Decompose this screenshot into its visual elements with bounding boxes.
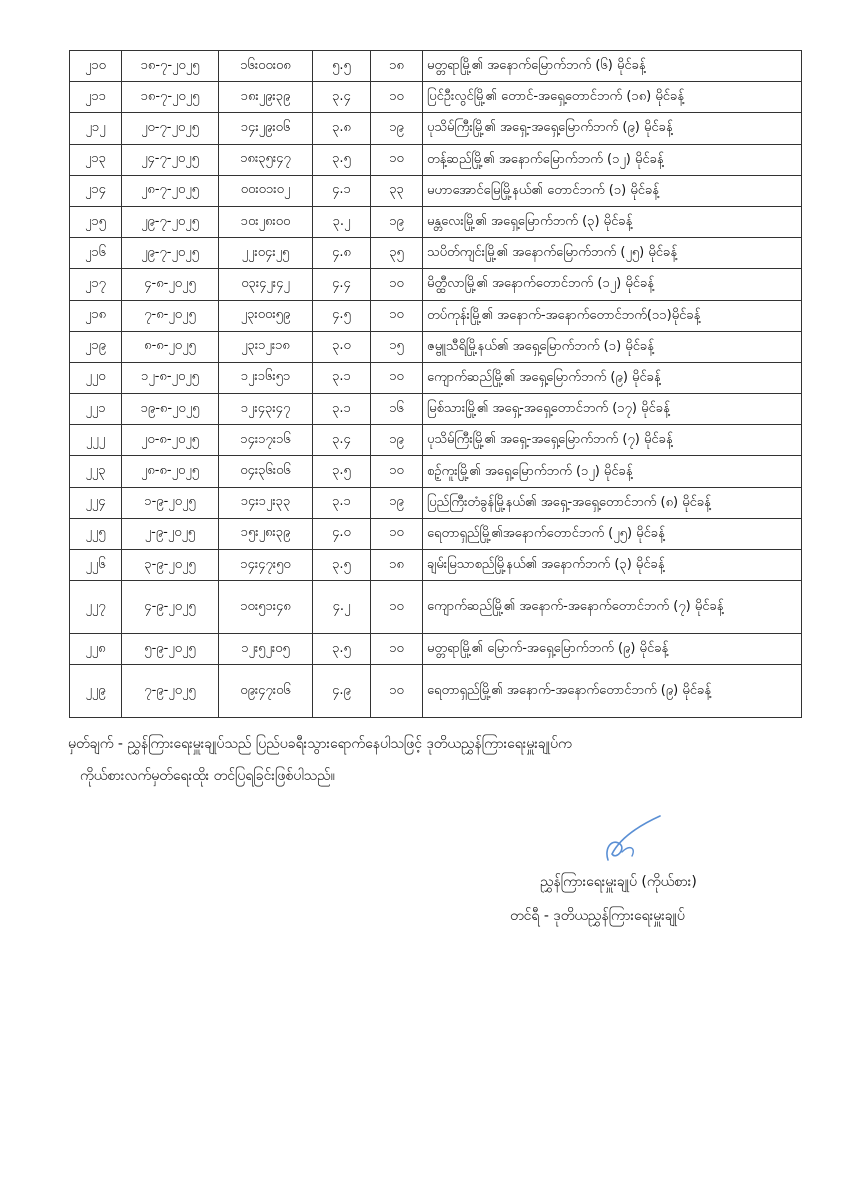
table-row — [70, 175, 802, 206]
depth-cell: ၁၀ — [371, 665, 423, 718]
table-row — [70, 634, 802, 665]
event-number-cell: ၂၁၉ — [70, 331, 122, 362]
event-number-cell: ၂၁၃ — [70, 144, 122, 175]
location-cell: မန္တလေးမြို့၏ အရှေ့မြောက်ဘက် (၃) မိုင်ခန့် — [423, 206, 802, 237]
magnitude-cell: ၃.၄ — [313, 82, 371, 113]
table-row — [70, 362, 802, 393]
event-date-cell: ၁-၉-၂၀၂၅ — [122, 487, 219, 518]
depth-cell: ၃၃ — [371, 175, 423, 206]
depth-cell: ၁၀ — [371, 634, 423, 665]
event-time-cell: ၂၃း၀၀း၅၉ — [219, 300, 313, 331]
depth-cell: ၁၅ — [371, 331, 423, 362]
depth-cell: ၁၀ — [371, 144, 423, 175]
table-row — [70, 518, 802, 549]
event-number-cell: ၂၂၉ — [70, 665, 122, 718]
table-row — [70, 425, 802, 456]
event-date-cell: ၁၉-၈-၂၀၂၅ — [122, 394, 219, 425]
table-row — [70, 331, 802, 362]
depth-cell: ၁၀ — [371, 581, 423, 634]
location-cell: သပိတ်ကျင်းမြို့၏ အနောက်မြောက်ဘက် (၂၅) မိုင်ခန့် — [423, 238, 802, 269]
location-cell: မတ္တရာမြို့၏ မြောက်-အရှေ့မြောက်ဘက် (၉) မိုင်ခန့် — [423, 634, 802, 665]
magnitude-cell: ၃.၅ — [313, 550, 371, 581]
table-row — [70, 300, 802, 331]
location-cell: မြစ်သားမြို့၏ အရှေ့-အရှေ့တောင်ဘက် (၁၇) မိုင်ခန့် — [423, 394, 802, 425]
event-date-cell: ၁၂-၈-၂၀၂၅ — [122, 362, 219, 393]
location-cell: မဟာအောင်မြေမြို့နယ်၏ တောင်ဘက် (၁) မိုင်ခန့် — [423, 175, 802, 206]
event-number-cell: ၂၂၄ — [70, 487, 122, 518]
event-number-cell: ၂၂၈ — [70, 634, 122, 665]
event-number-cell: ၂၂၂ — [70, 425, 122, 456]
magnitude-cell: ၃.၂ — [313, 206, 371, 237]
event-time-cell: ၁၄း၄၇း၅၀ — [219, 550, 313, 581]
remark-line-1: မှတ်ချက် - ညွှန်ကြားရေးမှူးချုပ်သည် ပြည်ပခရီးသွားရောက်နေပါသဖြင့် ဒုတိယညွှန်ကြားရေးမှူးချုပ်က — [68, 736, 572, 752]
magnitude-cell: ၃.၁ — [313, 394, 371, 425]
event-date-cell: ၁၈-၇-၂၀၂၅ — [122, 82, 219, 113]
depth-cell: ၁၈ — [371, 51, 423, 82]
signatory-title: ညွှန်ကြားရေးမှူးချုပ် (ကိုယ်စား) — [540, 874, 697, 890]
event-number-cell: ၂၂၃ — [70, 456, 122, 487]
location-cell: ပြည်ကြီးတံခွန်မြို့နယ်၏ အရှေ့-အရှေ့တောင်ဘက် (၈) မိုင်ခန့် — [423, 487, 802, 518]
event-time-cell: ၁၀း၂၈း၀၀ — [219, 206, 313, 237]
table-row — [70, 82, 802, 113]
depth-cell: ၁၆ — [371, 394, 423, 425]
event-number-cell: ၂၁၆ — [70, 238, 122, 269]
magnitude-cell: ၃.၄ — [313, 425, 371, 456]
depth-cell: ၁၉ — [371, 113, 423, 144]
location-cell: တန့်ဆည်မြို့၏ အနောက်မြောက်ဘက် (၁၂) မိုင်ခန့် — [423, 144, 802, 175]
magnitude-cell: ၃.၁ — [313, 487, 371, 518]
magnitude-cell: ၃.၅ — [313, 634, 371, 665]
table-row — [70, 51, 802, 82]
magnitude-cell: ၄.၀ — [313, 518, 371, 549]
event-date-cell: ၂-၉-၂၀၂၅ — [122, 518, 219, 549]
location-cell: ကျောက်ဆည်မြို့၏ အနောက်-အနောက်တောင်ဘက် (၇) မိုင်ခန့် — [423, 581, 802, 634]
event-time-cell: ၀၃း၄၂း၄၂ — [219, 269, 313, 300]
event-date-cell: ၈-၈-၂၀၂၅ — [122, 331, 219, 362]
event-number-cell: ၂၂၁ — [70, 394, 122, 425]
event-time-cell: ၁၅း၂၈း၃၉ — [219, 518, 313, 549]
magnitude-cell: ၅.၅ — [313, 51, 371, 82]
event-number-cell: ၂၁၄ — [70, 175, 122, 206]
location-cell: ပုသိမ်ကြီးမြို့၏ အရှေ့-အရှေ့မြောက်ဘက် (၉) မိုင်ခန့် — [423, 113, 802, 144]
event-number-cell: ၂၂၇ — [70, 581, 122, 634]
event-number-cell: ၂၂၆ — [70, 550, 122, 581]
event-time-cell: ၀၄း၃၆း၀၆ — [219, 456, 313, 487]
location-cell: ရေတာရှည်မြို့၏ အနောက်-အနောက်တောင်ဘက် (၉) မိုင်ခန့် — [423, 665, 802, 718]
table-row — [70, 487, 802, 518]
event-number-cell: ၂၁၂ — [70, 113, 122, 144]
depth-cell: ၁၉ — [371, 487, 423, 518]
event-number-cell: ၂၂၅ — [70, 518, 122, 549]
event-date-cell: ၄-၉-၂၀၂၅ — [122, 581, 219, 634]
table-row — [70, 456, 802, 487]
event-time-cell: ၂၃း၁၂း၁၈ — [219, 331, 313, 362]
magnitude-cell: ၃.၁ — [313, 362, 371, 393]
event-date-cell: ၇-၈-၂၀၂၅ — [122, 300, 219, 331]
event-time-cell: ၁၂း၁၆း၅၁ — [219, 362, 313, 393]
location-cell: ပုသိမ်ကြီးမြို့၏ အရှေ့-အရှေ့မြောက်ဘက် (၇) မိုင်ခန့် — [423, 425, 802, 456]
magnitude-cell: ၄.၈ — [313, 238, 371, 269]
table-body — [70, 51, 802, 718]
earthquake-table — [69, 50, 802, 718]
depth-cell: ၁၈ — [371, 550, 423, 581]
event-number-cell: ၂၁၀ — [70, 51, 122, 82]
magnitude-cell: ၄.၅ — [313, 300, 371, 331]
table-row — [70, 113, 802, 144]
event-number-cell: ၂၂၀ — [70, 362, 122, 393]
table-row — [70, 269, 802, 300]
event-date-cell: ၂၈-၈-၂၀၂၅ — [122, 456, 219, 487]
location-cell: ချမ်းမြသာစည်မြို့နယ်၏ အနောက်ဘက် (၃) မိုင်ခန့် — [423, 550, 802, 581]
event-time-cell: ၁၄း၁၂း၃၃ — [219, 487, 313, 518]
event-time-cell: ၂၂း၀၄း၂၅ — [219, 238, 313, 269]
depth-cell: ၁၀ — [371, 82, 423, 113]
event-time-cell: ၁၈း၂၉း၃၉ — [219, 82, 313, 113]
event-number-cell: ၂၁၇ — [70, 269, 122, 300]
event-time-cell: ၀၀း၀၁း၀၂ — [219, 175, 313, 206]
depth-cell: ၁၀ — [371, 456, 423, 487]
depth-cell: ၁၀ — [371, 269, 423, 300]
event-date-cell: ၂၄-၇-၂၀၂၅ — [122, 144, 219, 175]
depth-cell: ၁၀ — [371, 518, 423, 549]
event-number-cell: ၂၁၈ — [70, 300, 122, 331]
event-time-cell: ၁၄း၂၉း၀၆ — [219, 113, 313, 144]
depth-cell: ၁၀ — [371, 300, 423, 331]
location-cell: ရေတာရှည်မြို့၏အနောက်တောင်ဘက် (၂၅) မိုင်ခန့် — [423, 518, 802, 549]
magnitude-cell: ၄.၄ — [313, 269, 371, 300]
event-time-cell: ၁၂း၄၃း၄၇ — [219, 394, 313, 425]
event-date-cell: ၂၀-၈-၂၀၂၅ — [122, 425, 219, 456]
magnitude-cell: ၄.၂ — [313, 581, 371, 634]
magnitude-cell: ၄.၁ — [313, 175, 371, 206]
table-row — [70, 581, 802, 634]
event-date-cell: ၇-၉-၂၀၂၅ — [122, 665, 219, 718]
handwritten-signature — [598, 808, 668, 868]
table-row — [70, 206, 802, 237]
table-row — [70, 238, 802, 269]
magnitude-cell: ၃.၀ — [313, 331, 371, 362]
event-date-cell: ၄-၈-၂၀၂၅ — [122, 269, 219, 300]
event-time-cell: ၁၄း၁၇း၁၆ — [219, 425, 313, 456]
event-time-cell: ၁၀း၅၁း၄၈ — [219, 581, 313, 634]
event-date-cell: ၃-၉-၂၀၂၅ — [122, 550, 219, 581]
location-cell: ပြင်ဦးလွင်မြို့၏ တောင်-အရှေ့တောင်ဘက် (၁၈) မိုင်ခန့် — [423, 82, 802, 113]
event-date-cell: ၂၉-၇-၂၀၂၅ — [122, 206, 219, 237]
event-date-cell: ၂၉-၇-၂၀၂၅ — [122, 238, 219, 269]
event-date-cell: ၅-၉-၂၀၂၅ — [122, 634, 219, 665]
event-date-cell: ၂၀-၇-၂၀၂၅ — [122, 113, 219, 144]
event-date-cell: ၁၈-၇-၂၀၂၅ — [122, 51, 219, 82]
location-cell: ကျောက်ဆည်မြို့၏ အရှေ့မြောက်ဘက် (၉) မိုင်ခန့် — [423, 362, 802, 393]
event-date-cell: ၂၈-၇-၂၀၂၅ — [122, 175, 219, 206]
table-row — [70, 144, 802, 175]
remark-note — [68, 728, 808, 792]
magnitude-cell: ၃.၅ — [313, 456, 371, 487]
location-cell: စဉ့်ကူးမြို့၏ အရှေ့မြောက်ဘက် (၁၂) မိုင်ခန့် — [423, 456, 802, 487]
table-row — [70, 394, 802, 425]
remark-line-2: ကိုယ်စားလက်မှတ်ရေးထိုး တင်ပြရခြင်းဖြစ်ပါသည်။ — [80, 768, 335, 784]
location-cell: မိတ္ထီလာမြို့၏ အနောက်တောင်ဘက် (၁၂) မိုင်ခန့် — [423, 269, 802, 300]
depth-cell: ၁၉ — [371, 425, 423, 456]
table-row — [70, 665, 802, 718]
event-time-cell: ၁၂း၅၂း၀၅ — [219, 634, 313, 665]
magnitude-cell: ၄.၉ — [313, 665, 371, 718]
depth-cell: ၃၅ — [371, 238, 423, 269]
table-row — [70, 550, 802, 581]
signatory-name: တင်ရီ - ဒုတိယညွှန်ကြားရေးမှူးချုပ် — [510, 908, 685, 924]
event-time-cell: ၁၆း၀၀း၀၈ — [219, 51, 313, 82]
event-time-cell: ၀၉း၄၇း၀၆ — [219, 665, 313, 718]
event-number-cell: ၂၁၅ — [70, 206, 122, 237]
event-number-cell: ၂၁၁ — [70, 82, 122, 113]
event-time-cell: ၁၈း၃၅း၄၇ — [219, 144, 313, 175]
location-cell: မတ္တရာမြို့၏ အနောက်မြောက်ဘက် (၆) မိုင်ခန့် — [423, 51, 802, 82]
depth-cell: ၁၉ — [371, 206, 423, 237]
magnitude-cell: ၃.၈ — [313, 113, 371, 144]
depth-cell: ၁၀ — [371, 362, 423, 393]
location-cell: ဇမ္ဗူသီရိမြို့နယ်၏ အရှေ့မြောက်ဘက် (၁) မိုင်ခန့် — [423, 331, 802, 362]
location-cell: တပ်ကုန်းမြို့၏ အနောက်-အနောက်တောင်ဘက်(၁၁)မိုင်ခန့် — [423, 300, 802, 331]
magnitude-cell: ၃.၅ — [313, 144, 371, 175]
